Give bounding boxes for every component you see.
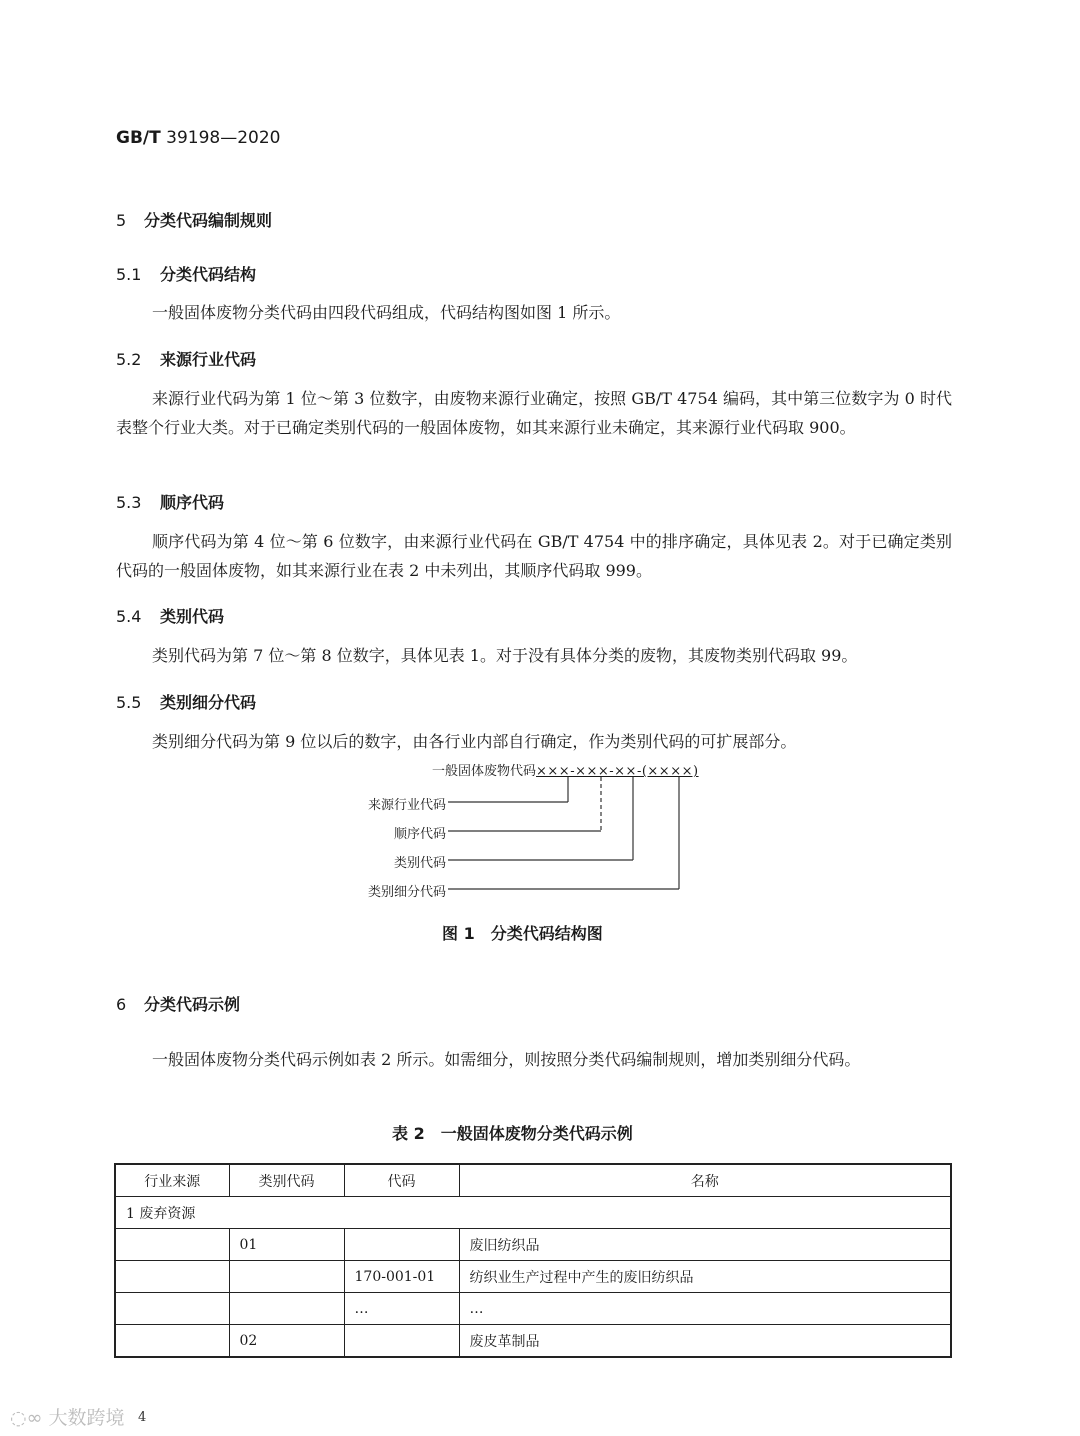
figure-label-category: 类别代码 [393, 856, 446, 871]
header-industry-source: 行业来源 [115, 1164, 229, 1197]
section-5-2-heading: 5.2 来源行业代码 [116, 350, 257, 369]
cell-industry [115, 1293, 229, 1325]
section-5-heading: 5 分类代码编制规则 [116, 211, 273, 230]
section-5-1-heading: 5.1 分类代码结构 [116, 265, 257, 284]
cell-name: … [459, 1293, 951, 1325]
cell-name: 废旧纺织品 [459, 1229, 951, 1261]
section-6-text: 一般固体废物分类代码示例如表 2 所示。如需细分，则按照分类代码编制规则，增加类别细分代码。 [152, 1050, 861, 1069]
section-5-5-text: 类别细分代码为第 9 位以后的数字，由各行业内部自行确定，作为类别代码的可扩展部分。 [152, 732, 797, 751]
section-5-5-heading: 5.5 类别细分代码 [116, 693, 257, 712]
section-5-4-heading: 5.4 类别代码 [116, 607, 225, 626]
cell-industry [115, 1261, 229, 1293]
table-group-row [115, 1197, 951, 1229]
table-row [115, 1229, 951, 1261]
figure-label-sequence: 顺序代码 [393, 827, 446, 842]
table-row [115, 1261, 951, 1293]
classification-code-table [114, 1163, 952, 1358]
cell-code: … [344, 1293, 459, 1325]
cell-name: 纺织业生产过程中产生的废旧纺织品 [459, 1261, 951, 1293]
cell-category-code [229, 1293, 344, 1325]
figure-code-pattern: ×××-×××-××-(××××) [536, 764, 699, 779]
header-name: 名称 [459, 1164, 951, 1197]
cell-name: 废皮革制品 [459, 1325, 951, 1358]
header-code: 代码 [344, 1164, 459, 1197]
cell-industry [115, 1325, 229, 1358]
cell-code [344, 1229, 459, 1261]
section-5-2-text: 来源行业代码为第 1 位～第 3 位数字，由废物来源行业确定，按照 GB/T 4754 编码，其中第三位数字为 0 时代表整个行业大类。对于已确定类别代码的一般固体废物，如其来源行业未确定，其来源行业代码取 900。 [116, 389, 952, 437]
cell-category-code [229, 1261, 344, 1293]
table-header-row [115, 1164, 951, 1197]
table-caption: 表 2 一般固体废物分类代码示例 [392, 1124, 633, 1143]
page-number: 4 [138, 1410, 147, 1425]
cell-category-code: 01 [229, 1229, 344, 1261]
section-5-1-text: 一般固体废物分类代码由四段代码组成，代码结构图如图 1 所示。 [152, 303, 621, 322]
cell-code: 170-001-01 [344, 1261, 459, 1293]
section-6-heading: 6 分类代码示例 [116, 995, 241, 1014]
group-label: 1 废弃资源 [115, 1197, 951, 1229]
watermark [10, 1403, 124, 1430]
figure-label-subcategory: 类别细分代码 [367, 885, 446, 900]
cell-code [344, 1325, 459, 1358]
header-category-code: 类别代码 [229, 1164, 344, 1197]
section-5-3-text: 顺序代码为第 4 位～第 6 位数字，由来源行业代码在 GB/T 4754 中的排序确定，具体见表 2。对于已确定类别代码的一般固体废物，如其来源行业在表 2 中未列出，其顺序代码取 999。 [116, 532, 952, 580]
section-5-3-heading: 5.3 顺序代码 [116, 493, 225, 512]
table-row [115, 1325, 951, 1358]
figure-caption: 图 1 分类代码结构图 [442, 924, 603, 943]
cell-industry [115, 1229, 229, 1261]
standard-year: 39198—2020 [166, 128, 281, 148]
watermark-logo-icon: ◌∞ [10, 1407, 43, 1429]
table-row [115, 1293, 951, 1325]
figure-label-source-industry: 来源行业代码 [367, 798, 446, 813]
standard-code: GB/T [116, 128, 161, 148]
section-5-4-text: 类别代码为第 7 位～第 8 位数字，具体见表 1。对于没有具体分类的废物，其废物类别代码取 99。 [152, 646, 858, 665]
watermark-text: 大数跨境 [48, 1407, 125, 1429]
cell-category-code: 02 [229, 1325, 344, 1358]
figure-code-prefix: 一般固体废物代码 [432, 764, 537, 779]
